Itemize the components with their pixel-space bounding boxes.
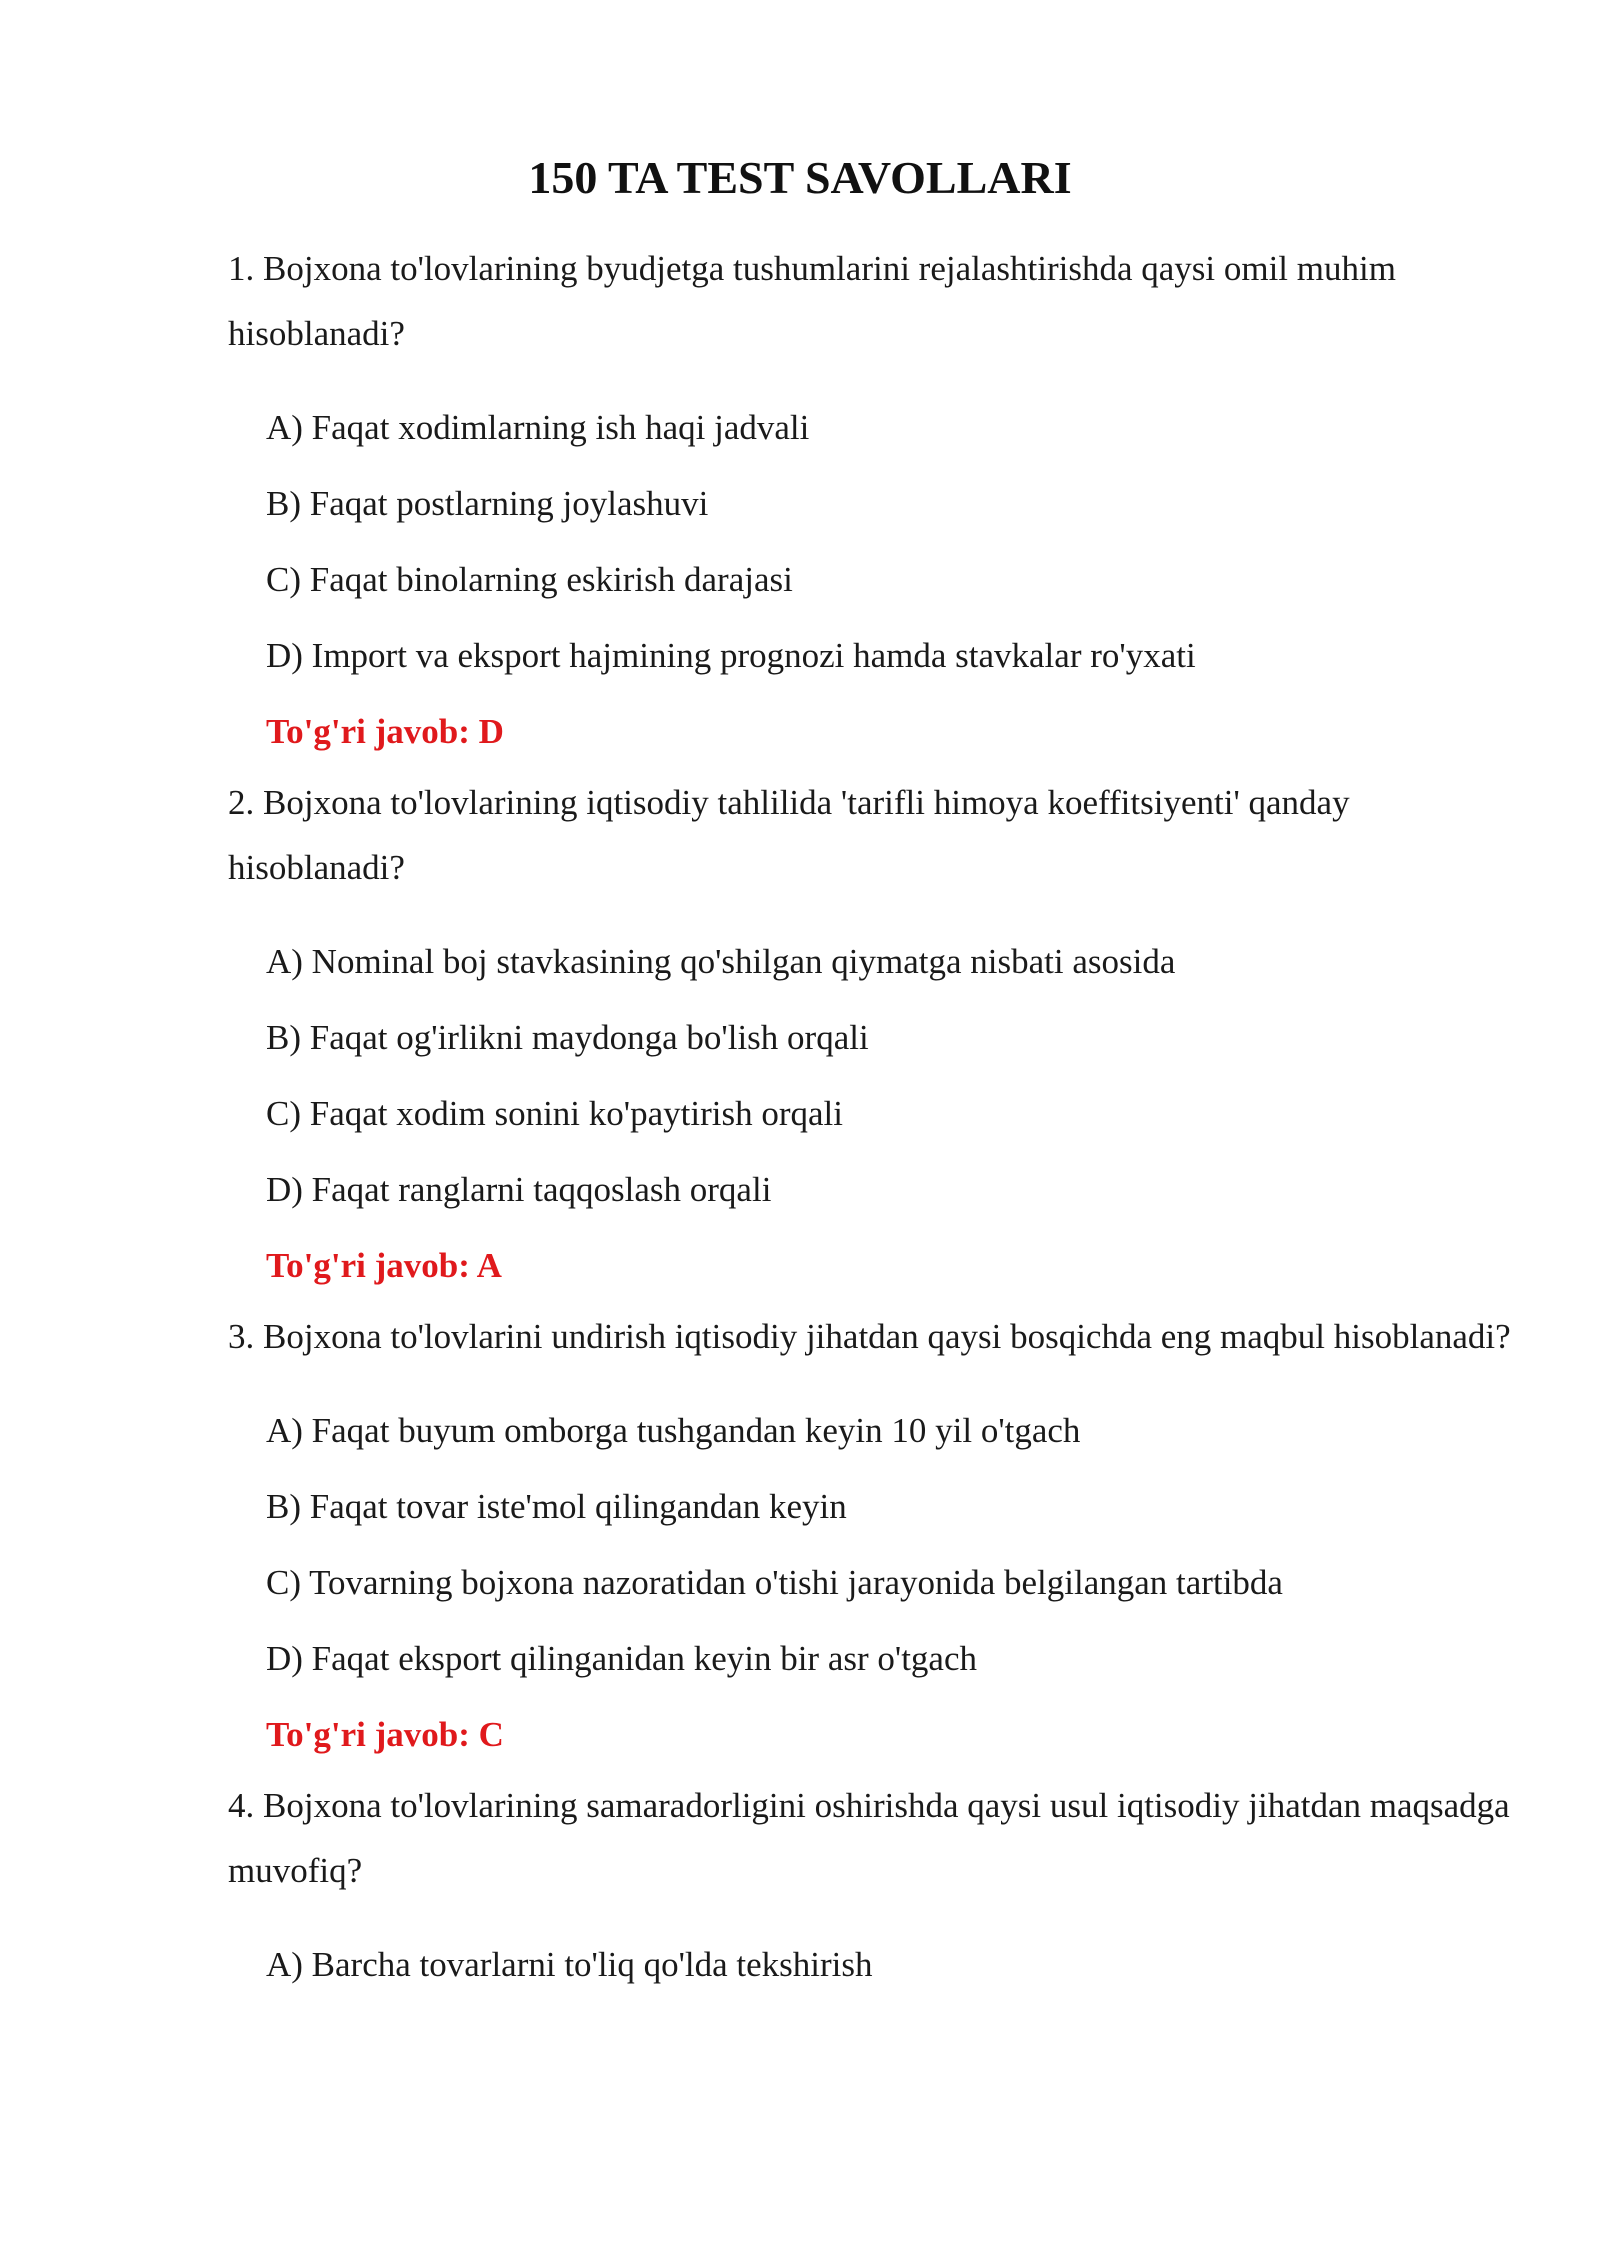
question-2 — [228, 770, 1528, 1304]
question-1 — [228, 236, 1528, 770]
options-list — [228, 924, 1528, 1228]
correct-answer: To'g'ri javob: D — [266, 712, 504, 751]
option-b: B) Faqat tovar iste'mol qilingandan keyin — [266, 1487, 847, 1526]
question-3 — [228, 1304, 1528, 1773]
correct-answer: To'g'ri javob: C — [266, 1715, 504, 1754]
option-c: C) Faqat xodim sonini ko'paytirish orqali — [266, 1094, 843, 1133]
option-a: A) Nominal boj stavkasining qo'shilgan qiymatga nisbati asosida — [266, 942, 1176, 981]
option-d: D) Faqat ranglarni taqqoslash orqali — [266, 1170, 772, 1209]
options-list — [228, 1927, 1528, 2003]
question-text: 1. Bojxona to'lovlarining byudjetga tushumlarini rejalashtirishda qaysi omil muhim hisoblanadi? — [228, 249, 1396, 353]
question-text: 2. Bojxona to'lovlarining iqtisodiy tahlilida 'tarifli himoya koeffitsiyenti' qanday hisoblanadi? — [228, 783, 1350, 887]
correct-answer: To'g'ri javob: A — [266, 1246, 502, 1285]
page-title: 150 TA TEST SAVOLLARI — [528, 152, 1072, 203]
option-d: D) Faqat eksport qilinganidan keyin bir asr o'tgach — [266, 1639, 977, 1678]
option-c: C) Faqat binolarning eskirish darajasi — [266, 560, 793, 599]
options-list — [228, 390, 1528, 694]
question-4 — [228, 1773, 1528, 2003]
question-text: 4. Bojxona to'lovlarining samaradorligini oshirishda qaysi usul iqtisodiy jihatdan maqsadga muvofiq? — [228, 1786, 1510, 1890]
option-a: A) Faqat xodimlarning ish haqi jadvali — [266, 408, 810, 447]
option-a: A) Barcha tovarlarni to'liq qo'lda tekshirish — [266, 1945, 873, 1984]
option-a: A) Faqat buyum omborga tushgandan keyin 10 yil o'tgach — [266, 1411, 1081, 1450]
option-d: D) Import va eksport hajmining prognozi hamda stavkalar ro'yxati — [266, 636, 1196, 675]
options-list — [228, 1393, 1528, 1697]
option-c: C) Tovarning bojxona nazoratidan o'tishi jarayonida belgilangan tartibda — [266, 1563, 1283, 1602]
questions-list — [228, 236, 1528, 2003]
option-b: B) Faqat postlarning joylashuvi — [266, 484, 709, 523]
option-b: B) Faqat og'irlikni maydonga bo'lish orqali — [266, 1018, 869, 1057]
question-text: 3. Bojxona to'lovlarini undirish iqtisodiy jihatdan qaysi bosqichda eng maqbul hisoblanadi? — [228, 1317, 1511, 1356]
